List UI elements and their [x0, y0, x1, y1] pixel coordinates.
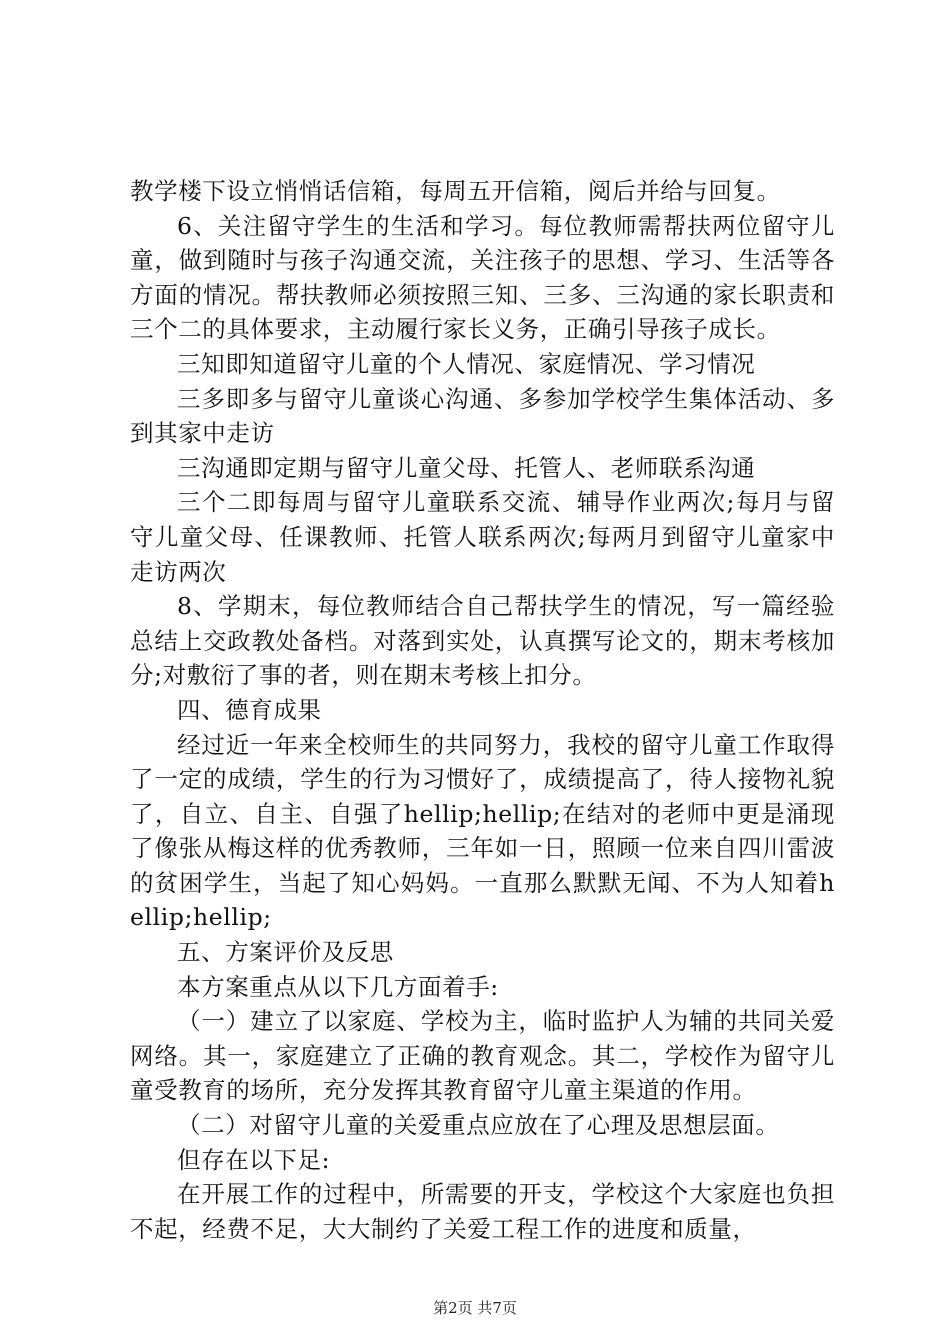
paragraph-point-2: （二）对留守儿童的关爱重点应放在了心理及思想层面。 [177, 1111, 780, 1140]
paragraph-achievements: 经过近一年来全校师生的共同努力，我校的留守儿童工作取得了一定的成绩，学生的行为习惯好了，成绩提高了，待人接物礼貌了，自立、自主、自强了hellip;hellip;在结对的老师中更是涌现了像张从梅这样的优秀教师，三年如一日，照顾一位来自四川雷波的贫困学生，当起了知心妈妈。一直那么默默无闻、不为人知着hellip;hellip; [130, 730, 835, 932]
document-body [130, 174, 835, 1246]
page-number-footer: 第2页 共7页 [433, 1299, 517, 1317]
paragraph-continuation: 教学楼下设立悄悄话信箱，每周五开信箱，阅后并给与回复。 [130, 177, 781, 205]
paragraph-three-know: 三知即知道留守儿童的个人情况、家庭情况、学习情况 [177, 349, 756, 378]
paragraph-item-8: 8、学期末，每位教师结合自己帮扶学生的情况，写一篇经验总结上交政教处备档。对落到实处，认真撰写论文的，期末考核加分;对敷衍了事的者，则在期末考核上扣分。 [130, 592, 835, 690]
paragraph-point-1: （一）建立了以家庭、学校为主，临时监护人为辅的共同关爱网络。其一，家庭建立了正确的教育观念。其二，学校作为留守儿童受教育的场所，充分发挥其教育留守儿童主渠道的作用。 [130, 1007, 835, 1105]
paragraph-focus-intro: 本方案重点从以下几方面着手: [177, 972, 499, 1001]
paragraph-three-communicate: 三沟通即定期与留守儿童父母、托管人、老师联系沟通 [177, 453, 756, 482]
paragraph-shortcomings-intro: 但存在以下足: [177, 1145, 331, 1174]
paragraph-three-more: 三多即多与留守儿童谈心沟通、多参加学校学生集体活动、多到其家中走访 [130, 384, 835, 448]
paragraph-shortcomings: 在开展工作的过程中，所需要的开支，学校这个大家庭也负担不起，经费不足，大大制约了关爱工程工作的进度和质量， [130, 1180, 835, 1243]
section-heading-4: 四、德育成果 [177, 695, 322, 724]
paragraph-three-two: 三个二即每周与留守儿童联系交流、辅导作业两次;每月与留守儿童父母、任课教师、托管人联系两次;每两月到留守儿童家中走访两次 [130, 488, 835, 586]
paragraph-item-6: 6、关注留守学生的生活和学习。每位教师需帮扶两位留守儿童，做到随时与孩子沟通交流，关注孩子的思想、学习、生活等各方面的情况。帮扶教师必须按照三知、三多、三沟通的家长职责和三个二的具体要求，主动履行家长义务，正确引导孩子成长。 [130, 211, 835, 344]
section-heading-5: 五、方案评价及反思 [177, 938, 394, 967]
